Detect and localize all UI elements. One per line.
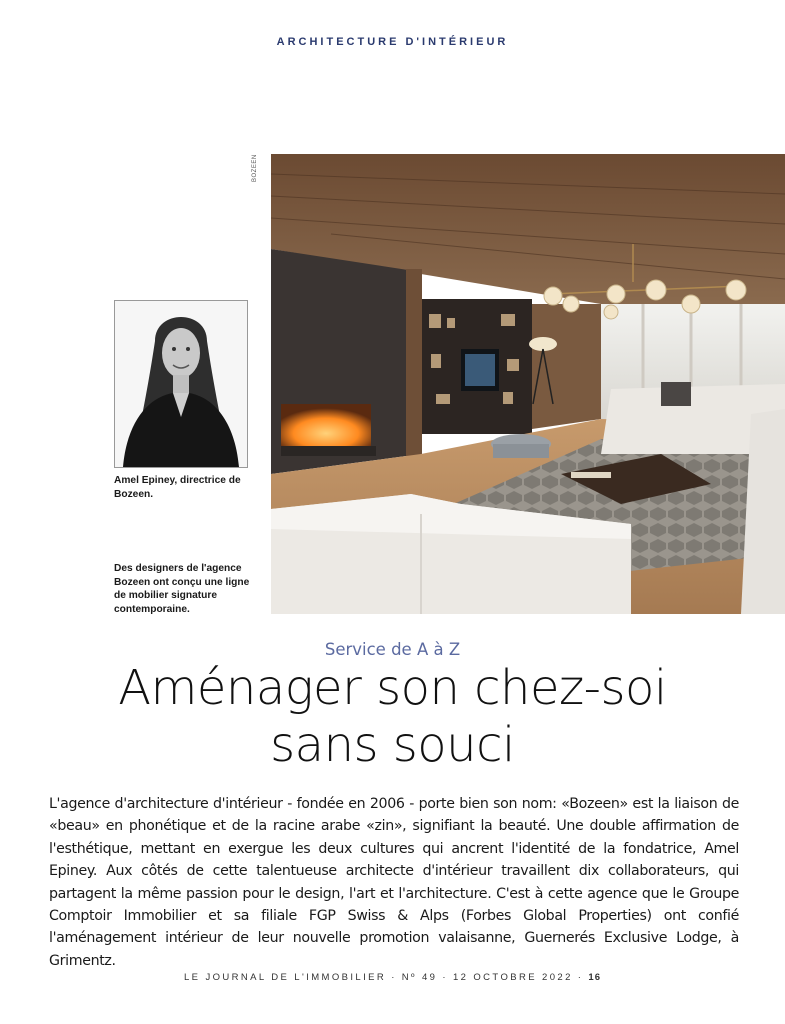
designers-caption: Des designers de l'agence Bozeen ont conçu une ligne de mobilier signature contemporaine. xyxy=(114,563,250,615)
photo-credit: BOZEEN xyxy=(252,154,258,182)
footer-publication: LE JOURNAL DE L'IMMOBILIER · Nº 49 · 12 OCTOBRE 2022 · xyxy=(183,972,584,983)
article-subtitle: Service de A à Z xyxy=(324,640,461,659)
article-title xyxy=(0,660,785,774)
page-number: 16 xyxy=(588,972,601,983)
section-header: ARCHITECTURE D'INTÉRIEUR xyxy=(276,36,509,48)
article-title-line-2: sans souci xyxy=(270,717,515,773)
article-title-line-1: Aménager son chez-soi xyxy=(118,660,667,716)
portrait-photo xyxy=(114,300,248,468)
page-footer xyxy=(0,972,785,983)
article-body: L'agence d'architecture d'intérieur - fondée en 2006 - porte bien son nom: «Bozeen» est la liaison de «beau» en phonétique et de la racine arabe «zin», signifiant la beauté. Une double affirmation de l'esthétique, mettant en exergue les deux cultures qui ancrent l'identité de la fondatrice, Amel Epiney. Aux côtés de cette talentueuse architecte d'intérieur travaillent dix collaborateurs, qui partagent la même passion pour le design, l'art et l'architecture. C'est à cette agence que le Groupe Comptoir Immobilier et sa filiale FGP Swiss & Alps (Forbes Global Properties) ont confié l'aménagement intérieur de leur nouvelle promotion valaisanne, Guernerés Exclusive Lodge, à Grimentz. xyxy=(49,796,739,969)
portrait-caption: Amel Epiney, directrice de Bozeen. xyxy=(114,475,241,500)
main-photo-living-room xyxy=(271,154,785,614)
